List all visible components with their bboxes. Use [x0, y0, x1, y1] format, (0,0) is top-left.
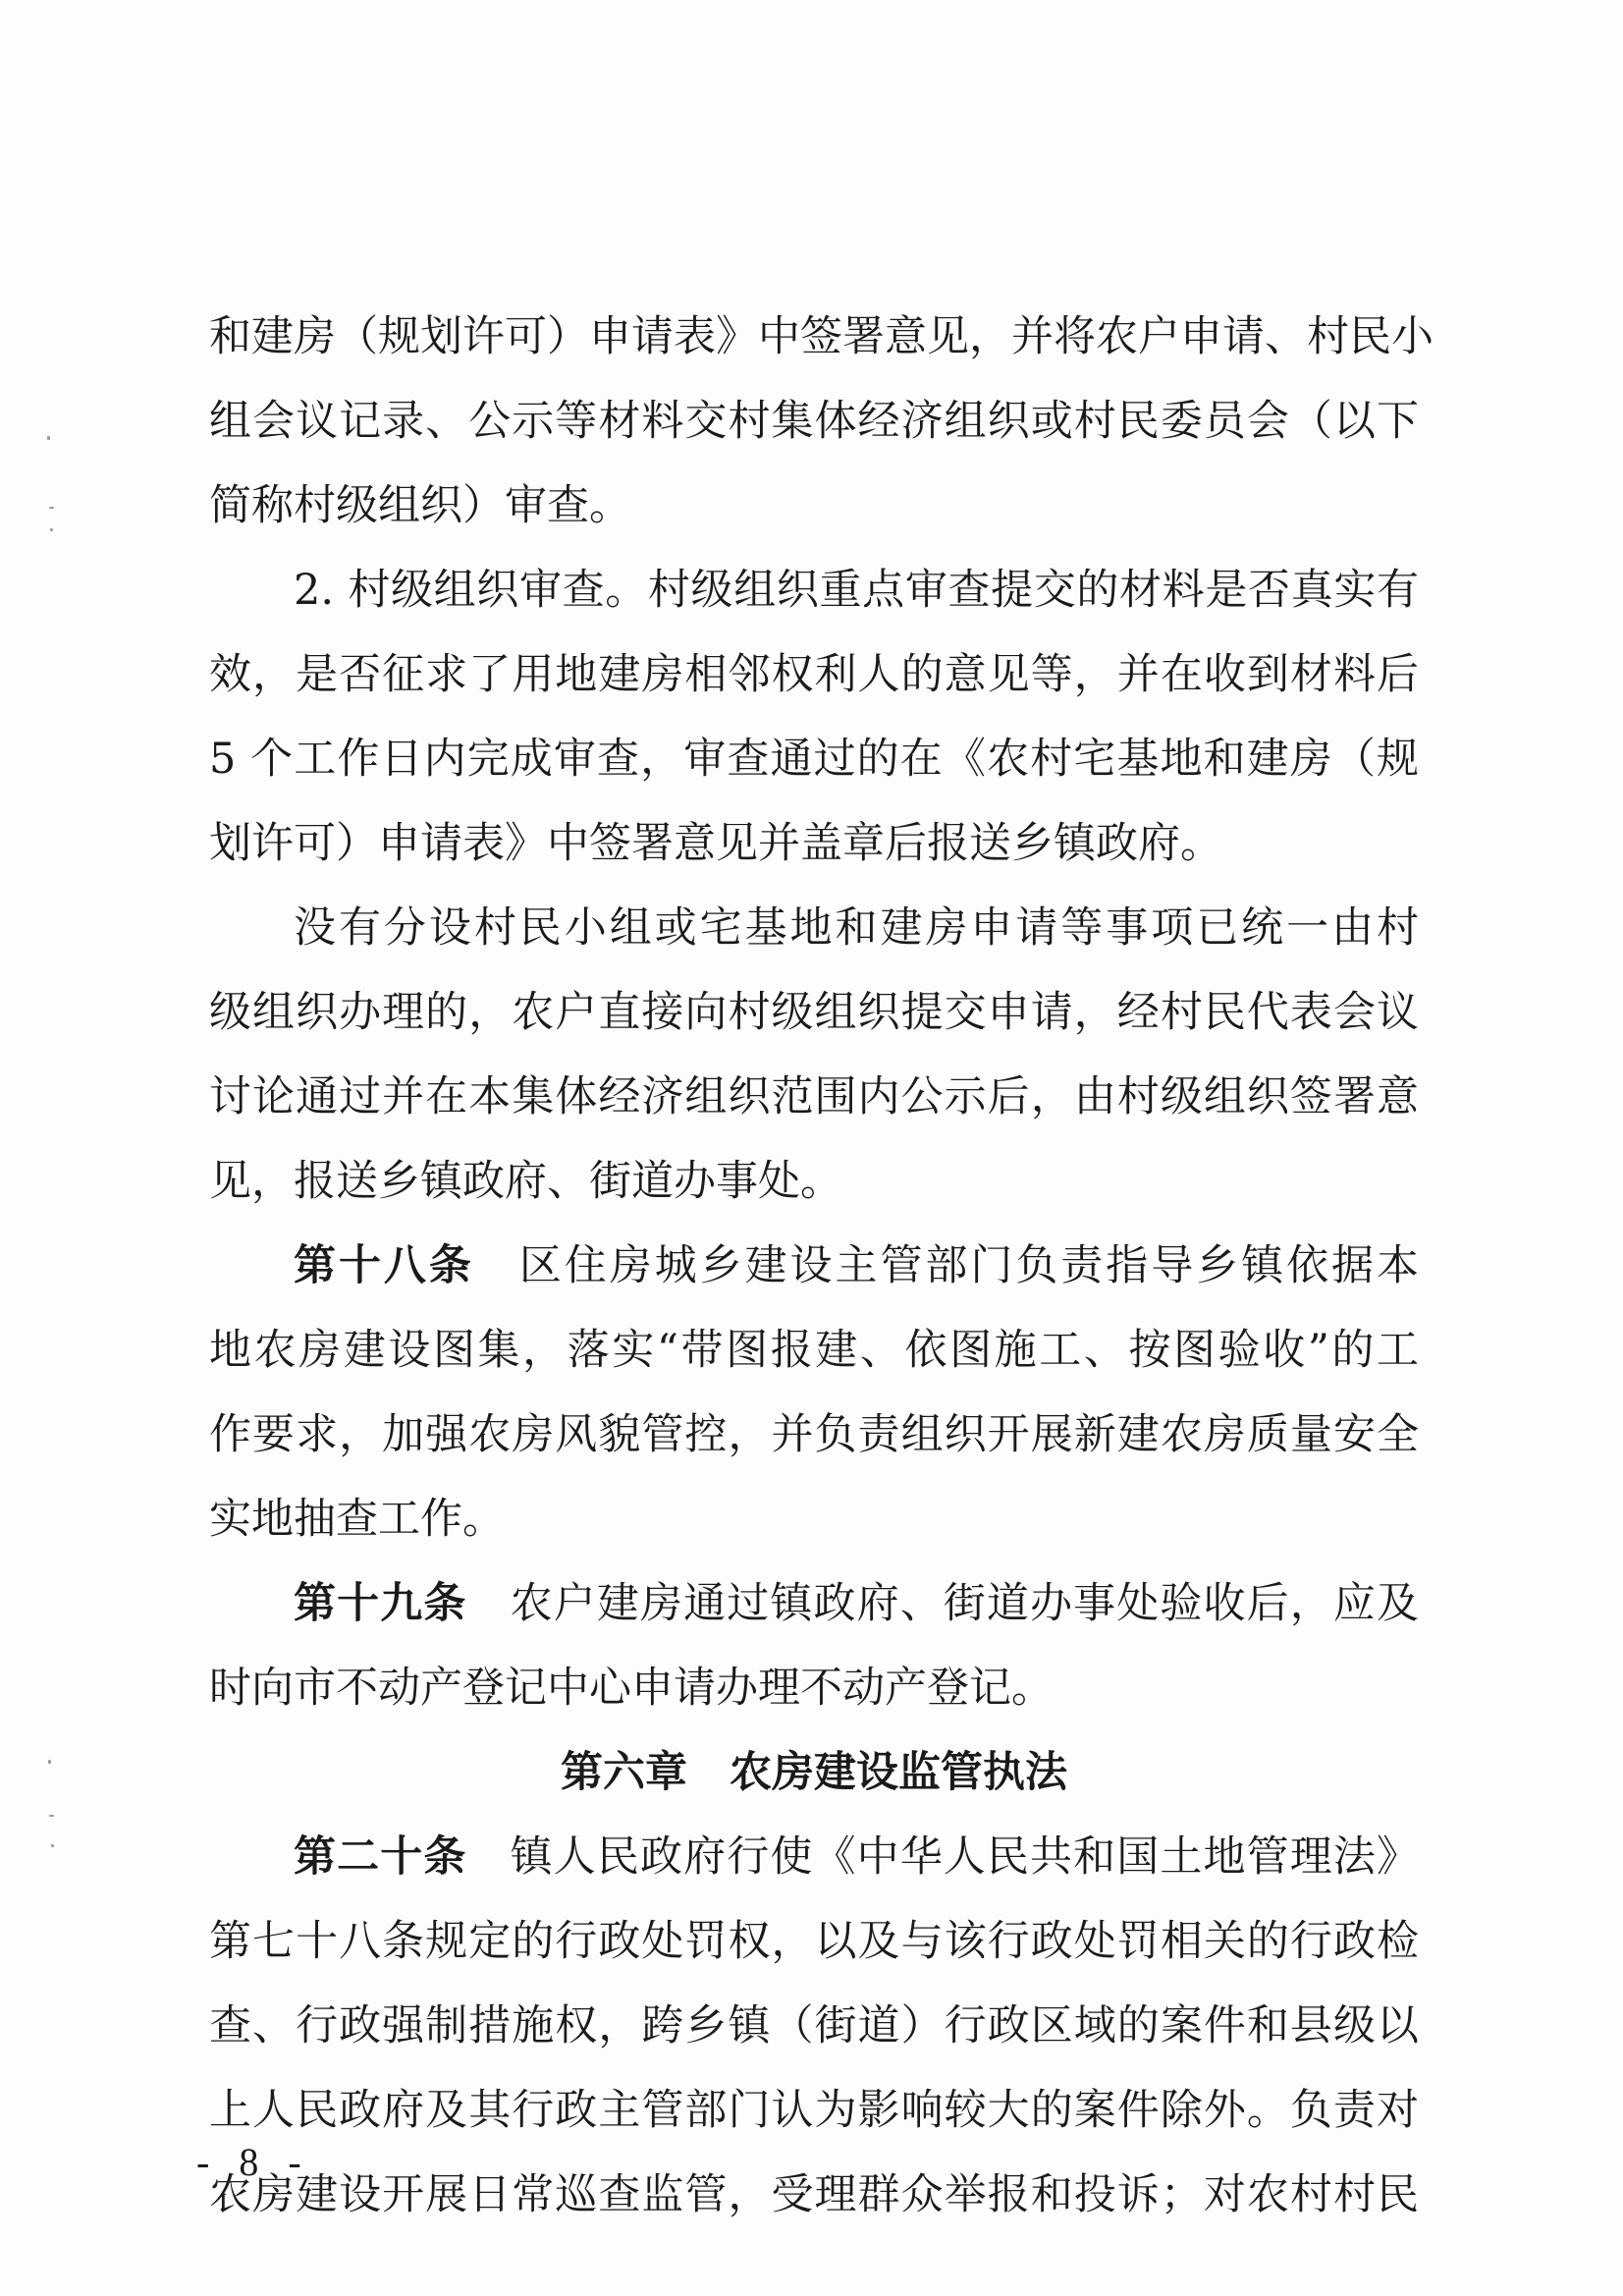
- scan-artifact: [49, 1815, 54, 1817]
- article-spacer: [466, 1832, 510, 1882]
- text-line: 效，是否征求了用地建房相邻权利人的意见等，并在收到材料后: [209, 650, 1419, 699]
- text-line: 和建房（规划许可）申请表》中签署意见，并将农户申请、村民小: [209, 312, 1434, 361]
- article-heading: 第十九条: [294, 1579, 467, 1628]
- text-line: 简称村级组织）审查。: [209, 481, 631, 530]
- article-spacer: [466, 1579, 510, 1628]
- text-line: [209, 1561, 1419, 1646]
- article-heading: 第二十条: [294, 1832, 467, 1882]
- text-line: 地农房建设图集，落实“带图报建、依图施工、按图验收”的工: [209, 1326, 1419, 1375]
- text-line: 5 个工作日内完成审查，审查通过的在《农村宅基地和建房（规: [209, 735, 1419, 784]
- text-line: 上人民政府及其行政主管部门认为影响较大的案件除外。负责对: [209, 2086, 1419, 2135]
- scan-artifact: [49, 507, 54, 509]
- article-heading: 第十八条: [294, 1241, 474, 1290]
- text-line: 2. 村级组织审查。村级组织重点审查提交的材料是否真实有: [294, 566, 1419, 615]
- text-line: 讨论通过并在本集体经济组织范围内公示后，由村级组织签署意: [209, 1072, 1419, 1121]
- text-line: 查、行政强制措施权，跨乡镇（街道）行政区域的案件和县级以: [209, 2001, 1419, 2050]
- text-line: 第七十八条规定的行政处罚权，以及与该行政处罚相关的行政检: [209, 1917, 1419, 1966]
- document-body: [209, 295, 1434, 2237]
- scan-artifact: [47, 436, 50, 440]
- text-line: [209, 1224, 1419, 1308]
- text-line: 实地抽查工作。: [209, 1495, 505, 1544]
- text-line: 见，报送乡镇政府、街道办事处。: [209, 1157, 842, 1206]
- chapter-heading: 第六章 农房建设监管执法: [561, 1748, 1067, 1797]
- paragraph: [209, 548, 1419, 886]
- text-line: 作要求，加强农房风貌管控，并负责组织开展新建农房质量安全: [209, 1410, 1419, 1459]
- text-line: 没有分设村民小组或宅基地和建房申请等事项已统一由村: [294, 903, 1419, 953]
- paragraph: [209, 295, 1434, 548]
- article-first-line: 镇人民政府行使《中华人民共和国土地管理法》: [510, 1832, 1420, 1882]
- article-first-line: 区住房城乡建设主管部门负责指导乡镇依据本: [518, 1241, 1420, 1290]
- article-first-line: 农户建房通过镇政府、街道办事处验收后，应及: [510, 1579, 1420, 1628]
- page-number: - 8 -: [196, 2140, 311, 2184]
- scan-artifact: [48, 1760, 51, 1764]
- text-line: 级组织办理的，农户直接向村级组织提交申请，经村民代表会议: [209, 988, 1419, 1037]
- article-19: [209, 1561, 1419, 1730]
- text-line: 时向市不动产登记中心申请办理不动产登记。: [209, 1664, 1054, 1713]
- scan-artifact: [51, 1844, 54, 1847]
- article-spacer: [474, 1241, 519, 1290]
- paragraph: [209, 886, 1419, 1224]
- scan-artifact: [50, 528, 53, 531]
- text-line: 农房建设开展日常巡查监管，受理群众举报和投诉；对农村村民: [209, 2170, 1419, 2219]
- article-18: [209, 1224, 1419, 1561]
- text-line: [209, 1815, 1419, 1899]
- article-20: [209, 1815, 1419, 2237]
- text-line: 组会议记录、公示等材料交村集体经济组织或村民委员会（以下: [209, 397, 1419, 446]
- text-line: 划许可）申请表》中签署意见并盖章后报送乡镇政府。: [209, 819, 1222, 868]
